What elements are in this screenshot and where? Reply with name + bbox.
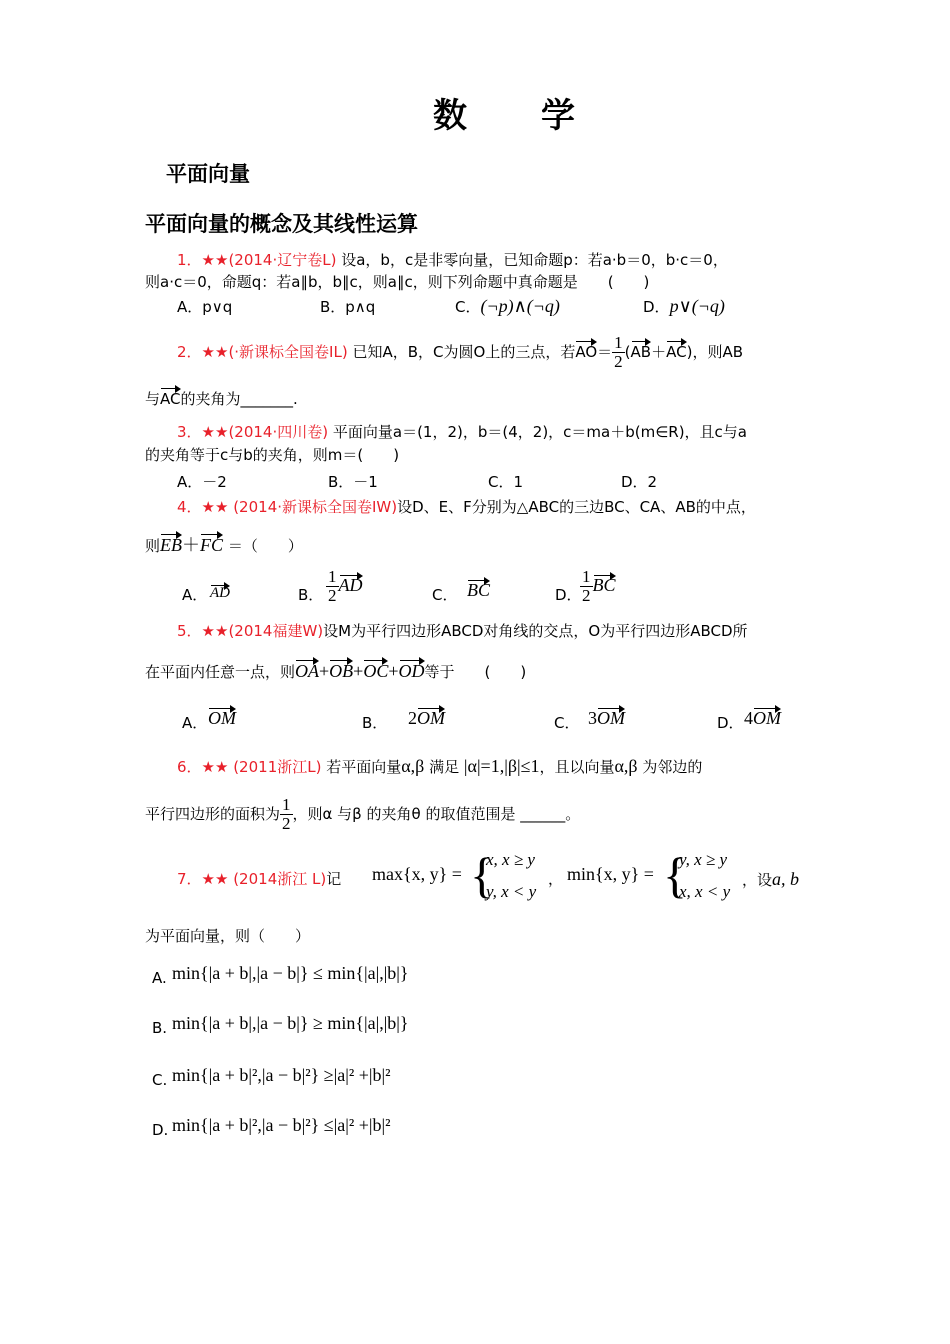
text-fragment: 等于 ( ) <box>424 663 527 681</box>
option-c: C．1 <box>488 473 524 491</box>
alpha-beta: α,β <box>401 756 425 776</box>
question-number: 6． <box>177 758 202 776</box>
option-a: A．p∨q <box>177 298 233 316</box>
text-fragment: ，且以向量 <box>539 758 615 776</box>
text-fragment: ，设 <box>742 871 773 889</box>
option-d <box>643 296 725 317</box>
text-fragment: 记 <box>326 870 342 888</box>
question-source: ★★(·新课标全国卷ⅠL) <box>201 343 348 361</box>
left-brace: { <box>663 847 687 903</box>
fraction-numerator: 1 <box>614 333 623 352</box>
max-lhs: max{x, y} = <box>372 864 462 884</box>
question-5 <box>177 620 748 642</box>
option-d: D．2 <box>621 473 658 491</box>
option-a: A． <box>182 586 208 604</box>
fraction-numerator: 1 <box>282 795 291 814</box>
coefficient: 2 <box>408 708 417 728</box>
subsection-heading: 平面向量的概念及其线性运算 <box>145 212 418 236</box>
vector-om: OM <box>753 708 781 728</box>
question-tail: ，则AB <box>692 343 743 361</box>
fraction-half <box>280 796 293 833</box>
option-b-math <box>326 568 363 605</box>
fraction-denominator: 2 <box>328 586 337 605</box>
option-a: A． <box>182 714 208 732</box>
option-b: B．－1 <box>328 473 378 491</box>
option-b-math: min{|a + b|,|a − b|} ≥ min{|a|,|b|} <box>172 1013 409 1033</box>
option-a: A. <box>152 969 167 987</box>
option-b: B． <box>362 714 388 732</box>
option-c: C． <box>432 586 458 604</box>
vector-ac: AC <box>666 343 687 361</box>
vector-eb: EB <box>160 535 183 555</box>
equals-sign: ＝ <box>597 343 613 361</box>
option-d-math: min{|a + b|²,|a − b|²} ≤|a|² +|b|² <box>172 1115 391 1135</box>
option-a-math <box>208 708 236 729</box>
question-text: 平面向量a＝(1，2)，b＝(4，2)，c＝ma＋b(m∈R)，且c与a <box>332 423 747 441</box>
option-math: p∨(¬q) <box>669 296 725 316</box>
coefficient: 4 <box>744 708 753 728</box>
question-2-line-2 <box>145 388 298 410</box>
question-7 <box>177 868 341 890</box>
alpha-beta: α,β <box>614 756 638 776</box>
question-3-line-2: 的夹角等于c与b的夹角，则m＝( ) <box>145 446 400 464</box>
fraction-denominator: 2 <box>614 352 623 371</box>
vector-oa: OA <box>295 661 320 681</box>
vector-ad: AD <box>338 575 363 595</box>
max-definition <box>372 864 462 885</box>
plus-sign: + <box>319 661 330 681</box>
fraction-numerator: 1 <box>582 567 591 586</box>
option-b-math <box>408 708 445 729</box>
question-4 <box>177 496 756 518</box>
vector-om: OM <box>597 708 625 728</box>
option-b: B. <box>152 1019 168 1037</box>
fraction-numerator: 1 <box>328 567 337 586</box>
option-d: D． <box>555 586 582 604</box>
text-fragment: 满足 <box>429 758 460 776</box>
question-text: 设a，b，c是非零向量，已知命题p：若a·b＝0，b·c＝0， <box>341 251 728 269</box>
comma: ， <box>548 870 564 888</box>
question-number: 4． <box>177 498 202 516</box>
question-number: 1． <box>177 251 202 269</box>
question-7-tail <box>742 868 799 891</box>
condition: |α|=1,|β|≤1 <box>463 756 540 776</box>
vector-bc: BC <box>592 575 616 595</box>
vector-bc: BC <box>467 580 491 600</box>
min-definition <box>567 864 654 885</box>
option-c-math <box>588 708 625 729</box>
question-2: 2．★★(·新课标全国卷ⅠL) 已知A，B，C为圆O上的三点，若AO＝ $\frac{1}{2}$ (AB＋AC)，则AB <box>177 333 743 371</box>
text-fragment: 为邻边的 <box>642 758 703 776</box>
option-b: B． <box>298 586 324 604</box>
max-case-1: x, x ≥ y <box>486 850 535 869</box>
question-text: 已知A，B，C为圆O上的三点，若 <box>352 343 576 361</box>
fraction-denominator: 2 <box>582 586 591 605</box>
max-case-2: y, x < y <box>486 882 537 901</box>
question-5-line-2 <box>145 660 526 683</box>
plus-sign: + <box>353 661 364 681</box>
question-1-line-2: 则a·c＝0，命题q：若a∥b，b∥c，则a∥c，则下列命题中真命题是 ( ) <box>145 273 650 291</box>
text-fragment: 与 <box>145 390 161 408</box>
question-text: 设M为平行四边形ABCD对角线的交点，O为平行四边形ABCD所 <box>323 622 748 640</box>
option-d: D. <box>152 1121 169 1139</box>
page-title: 数 学 <box>433 96 577 136</box>
vector-ao: AO <box>575 343 598 361</box>
fraction-half <box>612 334 625 371</box>
option-d: D． <box>717 714 744 732</box>
vector-om: OM <box>208 708 236 728</box>
question-4-line-2 <box>145 534 303 557</box>
option-math: (¬p)∧(¬q) <box>480 296 560 316</box>
vector-ob: OB <box>329 661 354 681</box>
question-source: ★★(2014福建W) <box>201 622 324 640</box>
coefficient: 3 <box>588 708 597 728</box>
option-c: C． <box>554 714 580 732</box>
plus-sign: ＋ <box>651 343 667 361</box>
option-c-math <box>467 580 490 601</box>
vector-ad: AD <box>210 585 230 601</box>
option-label: C． <box>455 298 481 316</box>
vector-om: OM <box>417 708 445 728</box>
vector-oc: OC <box>363 661 389 681</box>
option-a: A．－2 <box>177 473 227 491</box>
left-brace: { <box>470 847 494 903</box>
question-number: 7． <box>177 870 202 888</box>
question-source: ★★ (2011浙江L) <box>201 758 322 776</box>
option-c: C. <box>152 1071 168 1089</box>
text-fragment: ＝（ ） <box>227 537 303 555</box>
question-source: ★★ (2014浙江 L) <box>201 870 327 888</box>
question-1 <box>177 249 728 271</box>
option-b: B．p∧q <box>320 298 376 316</box>
min-lhs: min{x, y} = <box>567 864 654 884</box>
fraction-denominator: 2 <box>282 814 291 833</box>
vector-ab: AB <box>630 343 652 361</box>
vector-ac: AC <box>160 390 181 408</box>
min-case-1: y, x ≥ y <box>679 850 728 869</box>
text-fragment: ，则α 与β 的夹角θ 的取值范围是 ______。 <box>292 805 581 823</box>
text-fragment: 平行四边形的面积为 <box>145 805 281 823</box>
question-3 <box>177 421 747 443</box>
question-6-line-2 <box>145 796 580 833</box>
question-number: 3． <box>177 423 202 441</box>
plus-sign: + <box>388 661 399 681</box>
question-source: ★★ (2014·新课标全国卷ⅠW) <box>201 498 398 516</box>
question-7-line-2: 为平面向量，则（ ） <box>145 927 311 945</box>
question-number: 5． <box>177 622 202 640</box>
vector-od: OD <box>398 661 425 681</box>
text-fragment: 若平面向量 <box>326 758 402 776</box>
text-fragment: 则 <box>145 537 161 555</box>
vectors-ab: a, b <box>772 869 800 889</box>
min-case-2: x, x < y <box>679 882 731 901</box>
vector-fc: FC <box>200 535 224 555</box>
option-c-math: min{|a + b|²,|a − b|²} ≥|a|² +|b|² <box>172 1065 391 1085</box>
option-d-math <box>744 708 781 729</box>
question-number: 2． <box>177 343 202 361</box>
question-source: ★★(2014·辽宁卷L) <box>201 251 337 269</box>
option-d-math <box>580 568 616 605</box>
question-6 <box>177 755 702 778</box>
section-heading: 平面向量 <box>166 162 250 186</box>
option-a-math: min{|a + b|,|a − b|} ≤ min{|a|,|b|} <box>172 963 409 983</box>
text-fragment: 的夹角为_______. <box>180 390 298 408</box>
option-c <box>455 296 560 317</box>
option-label: D． <box>643 298 670 316</box>
fraction-half <box>326 568 339 605</box>
option-a-math <box>210 582 230 602</box>
fraction-half <box>580 568 593 605</box>
question-text: 设D、E、F分别为△ABC的三边BC、CA、AB的中点， <box>397 498 756 516</box>
plus-sign: ＋ <box>182 535 201 555</box>
text-fragment: 在平面内任意一点，则 <box>145 663 296 681</box>
question-source: ★★(2014·四川卷) <box>201 423 329 441</box>
